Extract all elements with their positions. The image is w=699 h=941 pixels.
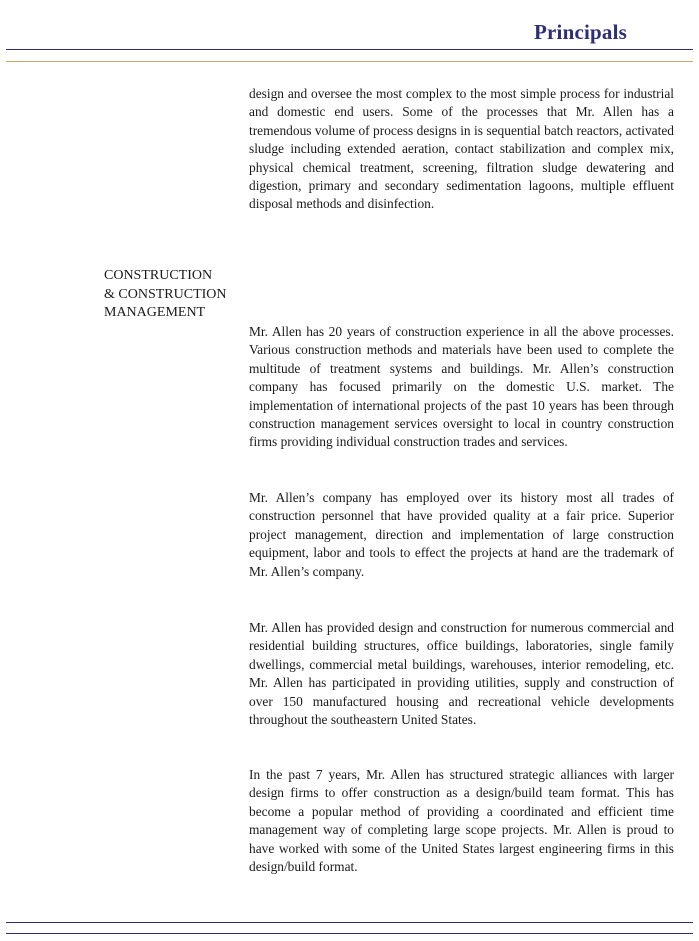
- paragraph-strategic-alliances: In the past 7 years, Mr. Allen has structured strategic alliances with larger design firms to offer construction as a design/build team format. This has become a popular method of providing a coordinated and efficient time management way of completing large scope projects. Mr. Allen is proud to have worked with some of the United States largest engineering firms in this design/build format.: [249, 767, 674, 875]
- page-title: Principals: [533, 20, 627, 44]
- header-rule-accent: [6, 61, 693, 62]
- header-rule-primary: [6, 49, 693, 50]
- paragraph-company-personnel: Mr. Allen’s company has employed over its history most all trades of construction personnel that have provided quality at a fair price. Superior project management, direction and implementation of large construction equipment, labor and tools to effect the projects at hand are the trademark of Mr. Allen’s company.: [249, 490, 674, 579]
- footer-rule-lower: [6, 933, 693, 934]
- paragraph-building-projects: Mr. Allen has provided design and construction for numerous commercial and residential building structures, office buildings, laboratories, single family dwellings, commercial metal buildings, warehouses, interior remodeling, etc. Mr. Allen has participated in providing utilities, supply and construction of over 150 manufactured housing and recreational vehicle developments throughout the southeastern United States.: [249, 620, 674, 728]
- footer-rule-upper: [6, 922, 693, 923]
- section-heading-construction-management: [104, 267, 254, 323]
- paragraph-construction-experience: Mr. Allen has 20 years of construction experience in all the above processes. Various construction methods and materials have been used to complete the multitude of treatment systems and buildings. Mr. Allen’s construction company has focused primarily on the domestic U.S. market. The implementation of international projects of the past 10 years has been through construction management services oversight to local in country construction firms providing individual construction trades and services.: [249, 324, 674, 450]
- section-heading-line: MANAGEMENT: [104, 305, 206, 321]
- section-heading-line: CONSTRUCTION: [104, 268, 213, 283]
- paragraph-process-design: design and oversee the most complex to the most simple process for industrial and domestic end users. Some of the processes that Mr. Allen has a tremendous volume of process designs in is sequential batch reactors, activated sludge including extended aeration, contact stabilization and complex mix, physical chemical treatment, screening, filtration sludge dewatering and digestion, primary and secondary sedimentation lagoons, multiple effluent disposal methods and disinfection.: [249, 86, 674, 212]
- section-heading-line: & CONSTRUCTION: [104, 286, 227, 302]
